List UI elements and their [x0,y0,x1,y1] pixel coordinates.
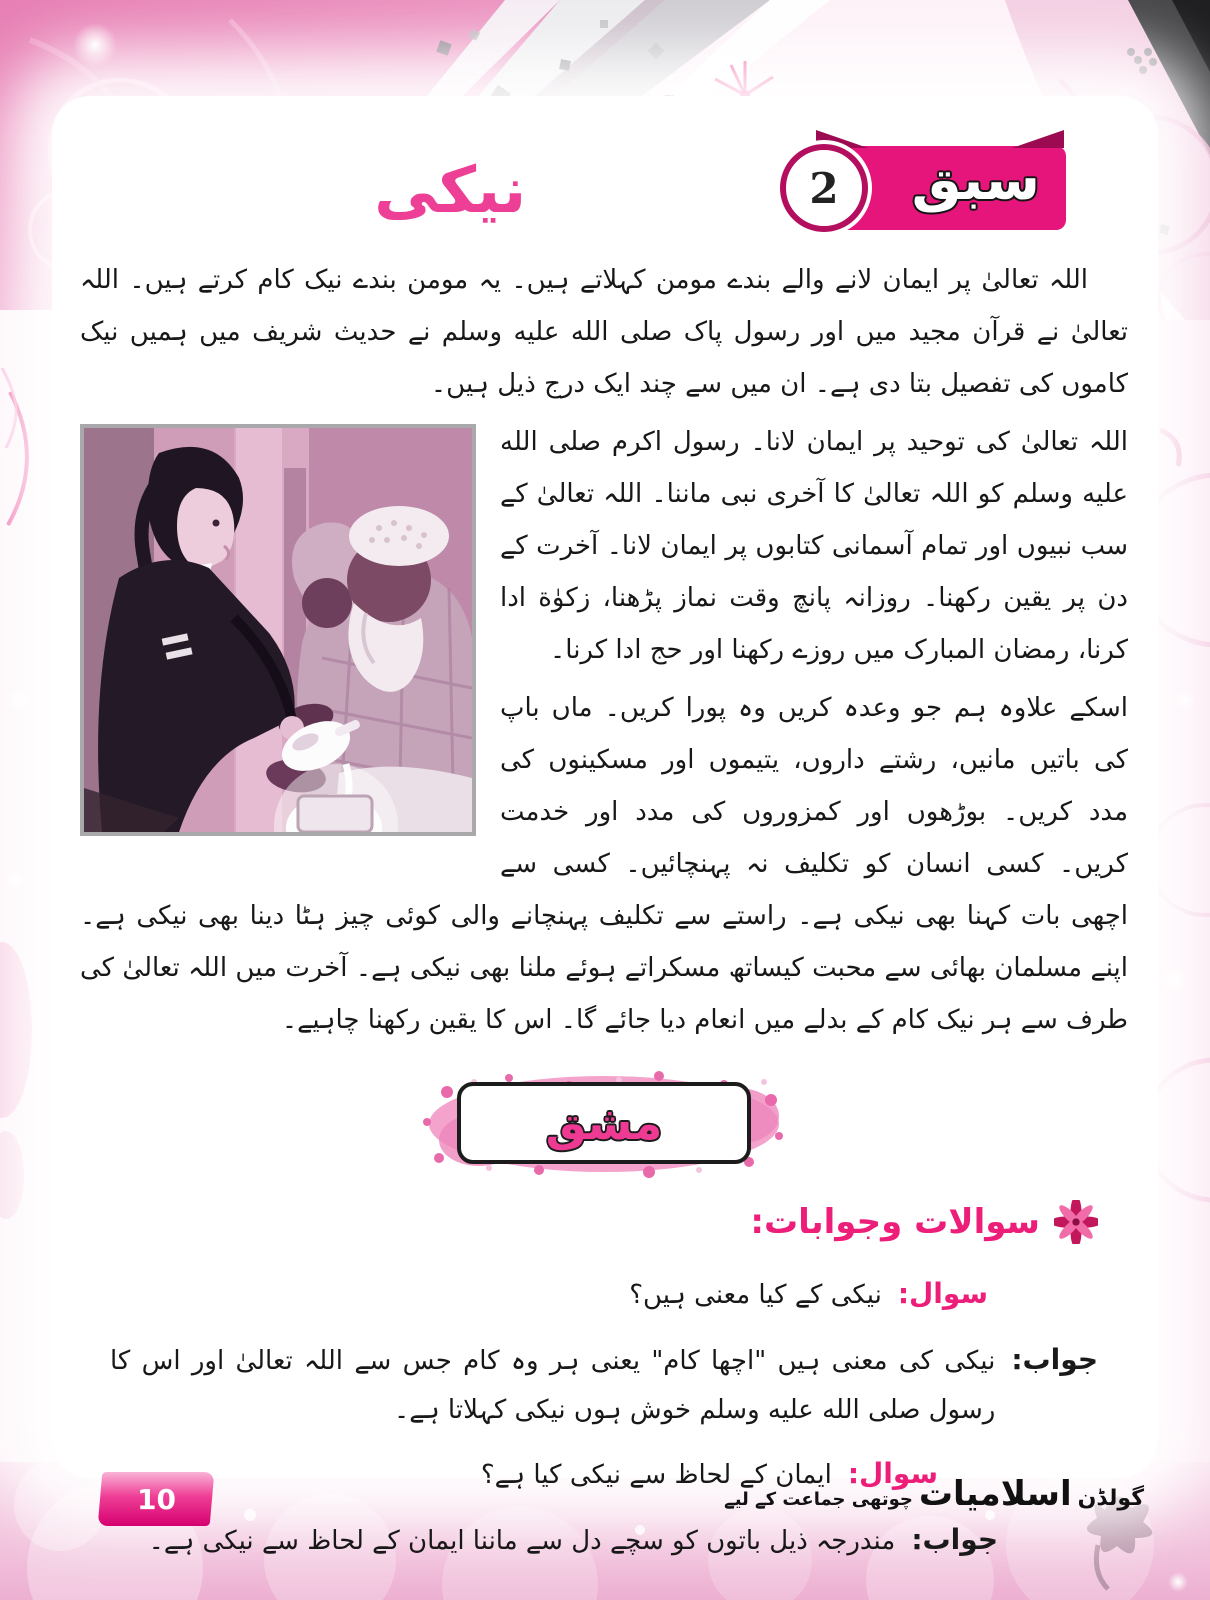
answer-row [110,1332,1098,1436]
answer-label: جواب: [1011,1343,1098,1376]
lesson-badge [809,146,1066,230]
lesson-body [80,254,1128,1578]
question-text: ایمان کے لحاظ سے نیکی کیا ہے؟ [480,1459,832,1490]
paragraph-beliefs: اللہ تعالیٰ کی توحید پر ایمان لانا۔ رسول اکرم صلى الله عليه وسلم کو اللہ تعالیٰ کا آخری نبی ماننا۔ اللہ تعالیٰ کے سب نبیوں اور تمام آسمانی کتابوں پر ایمان لانا۔ آخرت کے دن پر یقین رکھنا۔ روزانہ پانچ وقت نماز پڑھنا، زکوٰة ادا کرنا، رمضان المبارک میں روزے رکھنا اور حج ادا کرنا۔ [500,427,1128,665]
exercise-banner-label: مشق [545,1096,663,1150]
book-title-prefix: گولڈن [1077,1486,1144,1511]
page-title: نیکی [374,154,527,228]
qa-heading: سوالات وجوابات: [750,1202,1040,1242]
book-title-suffix: چوتھی جماعت کے لیے [724,1489,913,1510]
exercise-banner-box [457,1082,751,1164]
answer-label: جواب: [911,1522,998,1556]
answer-text: مندرجہ ذیل باتوں کو سچے دل سے ماننا ایمان کے لحاظ سے نیکی ہے۔ [148,1525,896,1556]
page-number-tab [98,1472,215,1526]
question-label: سوال: [897,1277,988,1310]
paragraph-good-deeds: اسکے علاوہ ہم جو وعدہ کریں وہ پورا کریں۔ ماں باپ کی باتیں مانیں، رشتے داروں، یتیموں اور مسکینوں کی مدد کریں۔ بوڑھوں اور کمزوروں کی مدد اور خدمت کریں۔ کسی انسان کو تکلیف نہ پہنچائیں۔ کسی سے اچھی بات کہنا بھی نیکی ہے۔ راستے سے تکلیف پہنچانے والی کوئی چیز ہٹا دینا بھی نیکی ہے۔ اپنے مسلمان بھائی سے محبت کیساتھ مسکراتے ہوئے ملنا بھی نیکی ہے۔ آخرت میں اللہ تعالیٰ کی طرف سے ہر نیک کام کے بدلے میں انعام دیا جائے گا۔ اس کا یقین رکھنا چاہیے۔ [80,693,1128,1035]
question-label: سوال: [847,1456,938,1490]
lesson-badge-label: سبق [911,148,1040,213]
charity-photo [80,424,476,836]
footer-book-title [724,1474,1144,1514]
question-text: نیکی کے کیا معنی ہیں؟ [629,1280,882,1310]
book-title-main: اسلامیات [918,1474,1072,1514]
qa-heading-row [110,1188,1098,1256]
answer-text: نیکی کی معنی ہیں "اچھا کام" یعنی ہر وہ کام جس سے اللہ تعالیٰ اور اس کا رسول صلى الله عليه وسلم خوش ہوں نیکی کہلاتا ہے۔ [110,1346,996,1426]
exercise-banner [439,1064,769,1182]
answer-row [110,1512,1098,1568]
paragraph-intro: اللہ تعالیٰ پر ایمان لانے والے بندے مومن کہلاتے ہیں۔ یہ مومن بندے نیک کام کرتے ہیں۔ اللہ تعالیٰ نے قرآن مجید میں اور رسول پاک صلى الله عليه وسلم نے حدیث شریف میں ہمیں نیک کاموں کی تفصیل بتا دی ہے۔ ان میں سے چند ایک درج ذیل ہیں۔ [80,265,1128,399]
flower-icon [1054,1200,1098,1244]
question-row [110,1266,1098,1322]
page-number: 10 [136,1482,176,1516]
lesson-number: 2 [809,163,839,213]
ribbon-fold-icon [1012,130,1064,148]
